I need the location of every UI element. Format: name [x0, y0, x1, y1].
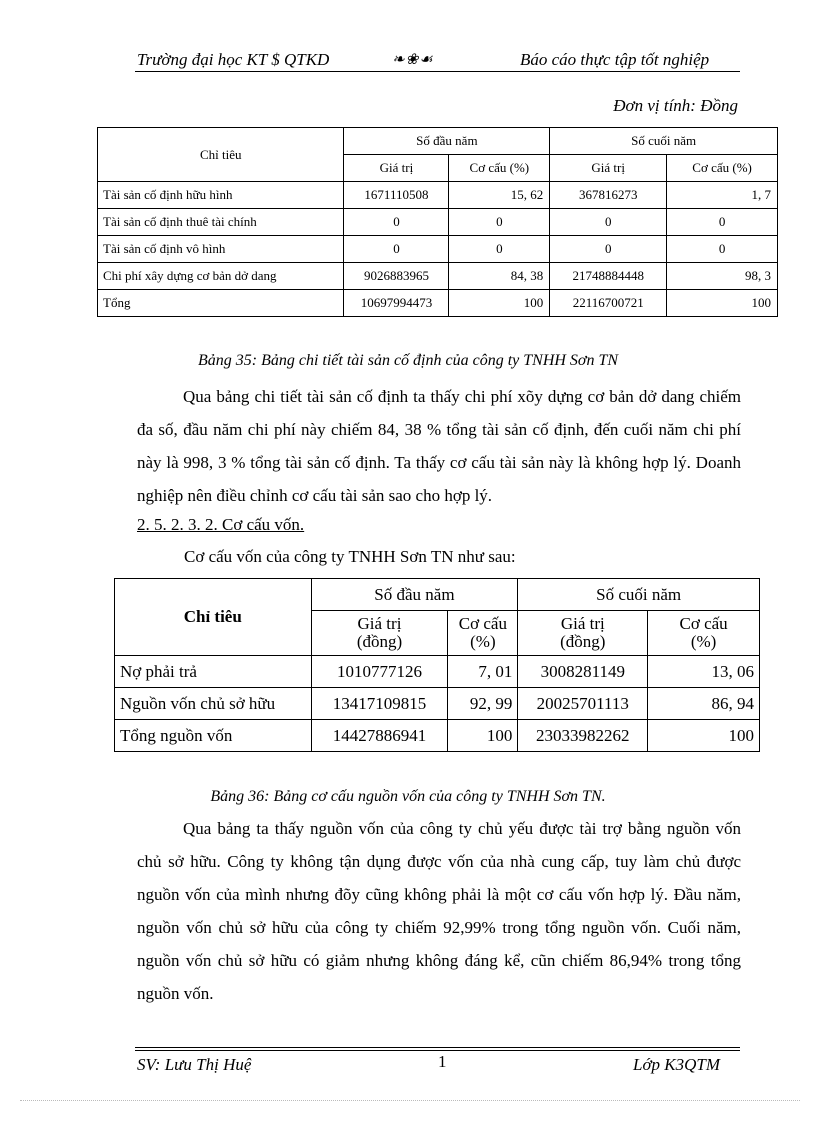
- cell-end-value: 20025701113: [518, 688, 648, 720]
- sub-header-ratio: Cơ cấu (%): [648, 611, 760, 656]
- cell-end-ratio: 0: [667, 209, 778, 236]
- section-heading: 2. 5. 2. 3. 2. Cơ cấu vốn.: [137, 515, 305, 534]
- cell-start-value: 14427886941: [311, 720, 448, 752]
- cell-start-ratio: 7, 01: [448, 656, 518, 688]
- cell-end-value: 3008281149: [518, 656, 648, 688]
- row-label: Nợ phải trả: [115, 656, 312, 688]
- col-header-end-year: Số cuối năm: [518, 579, 760, 611]
- paragraph-fixed-assets: [137, 380, 741, 512]
- header-divider: [135, 71, 740, 72]
- col-header-end-year: Số cuối năm: [550, 128, 778, 155]
- cell-end-ratio: 13, 06: [648, 656, 760, 688]
- row-label: Tổng nguồn vốn: [115, 720, 312, 752]
- sub-header-value: Giá trị (đồng): [518, 611, 648, 656]
- cell-end-ratio: 100: [648, 720, 760, 752]
- table-35-caption: Bảng 35: Bảng chi tiết tài sản cố định của công ty TNHH Sơn TN: [197, 352, 619, 369]
- cell-end-value: 21748884448: [550, 263, 667, 290]
- cell-end-ratio: 0: [667, 236, 778, 263]
- cell-start-ratio: 0: [449, 236, 550, 263]
- paragraph-text: Qua bảng ta thấy nguồn vốn của công ty chủ yếu được tài trợ bằng nguồn vốn chủ sở hữu. Công ty không tận dụng được vốn của nhà cung cấp, tuy làm chủ được nguồn vốn của mình nhưng đõy cũng không phải là một cơ cấu vốn hợp lý. Đầu năm, nguồn vốn chủ sở hữu của công ty chiếm 92,99% trong tổng nguồn vốn. Cuối năm, nguồn vốn chủ sở hữu có giảm nhưng không đáng kể, cũn chiếm 86,94% trong tổng nguồn vốn.: [137, 819, 741, 1003]
- col-header-item: Chỉ tiêu: [98, 128, 344, 182]
- table-row: [98, 182, 778, 209]
- cell-start-ratio: 100: [449, 290, 550, 317]
- row-label: Tài sản cố định hữu hình: [98, 182, 344, 209]
- footer-student: SV: Lưu Thị Huệ: [137, 1055, 252, 1074]
- cell-start-ratio: 15, 62: [449, 182, 550, 209]
- footer-divider: [135, 1050, 740, 1051]
- row-label: Tổng: [98, 290, 344, 317]
- header-school: Trường đại học KT $ QTKD: [137, 50, 330, 69]
- footer-divider: [135, 1047, 740, 1048]
- footer-class: Lớp K3QTM: [633, 1055, 721, 1074]
- cell-start-value: 1671110508: [344, 182, 449, 209]
- table-36-caption: Bảng 36: Bảng cơ cấu nguồn vốn của công ty TNHH Sơn TN.: [210, 788, 606, 805]
- table-row: [98, 209, 778, 236]
- cell-start-ratio: 92, 99: [448, 688, 518, 720]
- row-label: Chi phí xây dựng cơ bản dở dang: [98, 263, 344, 290]
- cell-end-value: 367816273: [550, 182, 667, 209]
- table-row: [98, 263, 778, 290]
- cell-start-value: 0: [344, 236, 449, 263]
- header-report-title: Báo cáo thực tập tốt nghiệp: [520, 50, 710, 69]
- row-label: Tài sản cố định thuê tài chính: [98, 209, 344, 236]
- row-label: Nguồn vốn chủ sở hữu: [115, 688, 312, 720]
- cell-end-ratio: 1, 7: [667, 182, 778, 209]
- table-row-total: [115, 720, 760, 752]
- sub-header-value: Giá trị: [550, 155, 667, 182]
- paragraph-text: Qua bảng chi tiết tài sản cố định ta thấy chi phí xõy dựng cơ bản dở dang chiếm đa số, đầu năm chi phí này chiếm 84, 38 % tổng tài sản cố định, đến cuối năm chi phí này là 998, 3 % tổng tài sản cố định. Ta thấy cơ cấu tài sản này là không hợp lý. Doanh nghiệp nên điều chỉnh cơ cấu tài sản sao cho hợp lý.: [137, 387, 741, 505]
- cell-start-ratio: 84, 38: [449, 263, 550, 290]
- fixed-assets-table: [97, 127, 778, 317]
- cell-start-value: 1010777126: [311, 656, 448, 688]
- sub-header-ratio: Cơ cấu (%): [448, 611, 518, 656]
- sub-header-value: Giá trị: [344, 155, 449, 182]
- page-number: 1: [438, 1052, 447, 1071]
- cell-start-value: 9026883965: [344, 263, 449, 290]
- cell-end-value: 0: [550, 209, 667, 236]
- cell-start-value: 0: [344, 209, 449, 236]
- cell-start-ratio: 0: [449, 209, 550, 236]
- cell-end-value: 0: [550, 236, 667, 263]
- row-label: Tài sản cố định vô hình: [98, 236, 344, 263]
- capital-structure-table: [114, 578, 760, 752]
- cell-end-value: 23033982262: [518, 720, 648, 752]
- cell-end-value: 22116700721: [550, 290, 667, 317]
- cell-start-value: 13417109815: [311, 688, 448, 720]
- intro-text: Cơ cấu vốn của công ty TNHH Sơn TN như sau:: [184, 547, 516, 566]
- col-header-item: Chỉ tiêu: [115, 579, 312, 656]
- unit-label: Đơn vị tính: Đồng: [613, 96, 738, 115]
- page-edge-divider: [20, 1100, 800, 1101]
- cell-end-ratio: 100: [667, 290, 778, 317]
- col-header-start-year: Số đầu năm: [311, 579, 518, 611]
- cell-start-value: 10697994473: [344, 290, 449, 317]
- sub-header-ratio: Cơ cấu (%): [667, 155, 778, 182]
- cell-end-ratio: 98, 3: [667, 263, 778, 290]
- col-header-start-year: Số đầu năm: [344, 128, 550, 155]
- table-row-total: [98, 290, 778, 317]
- cell-end-ratio: 86, 94: [648, 688, 760, 720]
- paragraph-capital: [137, 812, 741, 1010]
- table-row: [98, 236, 778, 263]
- table-row: [115, 656, 760, 688]
- sub-header-ratio: Cơ cấu (%): [449, 155, 550, 182]
- book-ornament-icon: ❧❀☙: [392, 52, 434, 68]
- table-row: [115, 688, 760, 720]
- sub-header-value: Giá trị (đồng): [311, 611, 448, 656]
- cell-start-ratio: 100: [448, 720, 518, 752]
